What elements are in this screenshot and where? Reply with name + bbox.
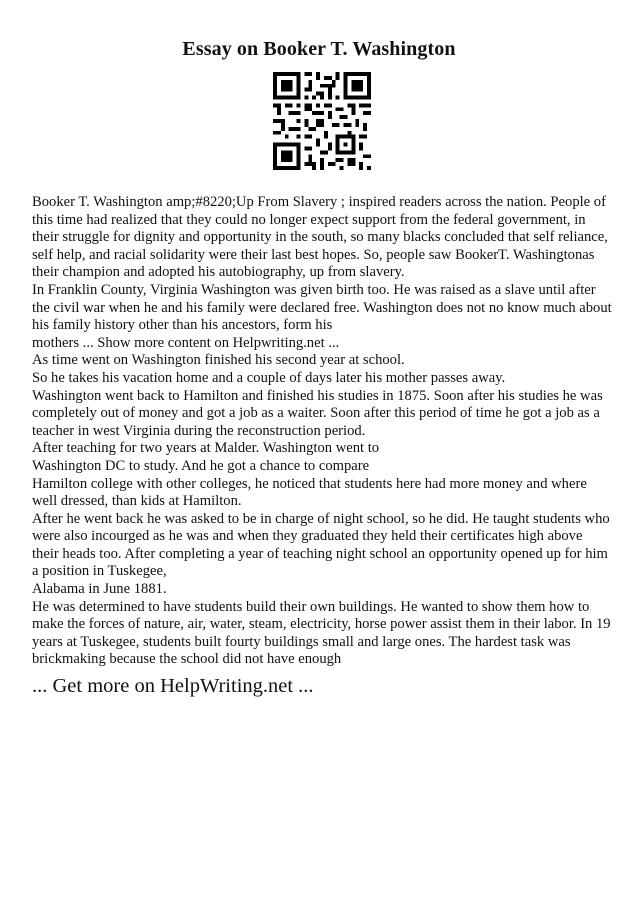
paragraph: As time went on Washington finished his second year at school.: [32, 352, 405, 369]
paragraph: After teaching for two years at Malder. Washington went to: [32, 440, 380, 457]
paragraph: Washington DC to study. And he got a chance to compare: [32, 457, 370, 474]
essay-body: [32, 194, 612, 669]
paragraph: Washington went back to Hamilton and finished his studies in 1875. Soon after his studies he was completely out of money and got a job as a waiter. Soon after this period of time he got a job as a teacher in west Virginia during the reconstruction period.: [32, 387, 603, 439]
paragraph: So he takes his vacation home and a couple of days later his mother passes away.: [32, 369, 506, 386]
paragraph: Booker T. Washington amp;#8220;Up From Slavery ; inspired readers across the nation. People of this time had realized that they could no longer expect support from the federal government, in their struggle for dignity and opportunity in the south, so many blacks concluded that self reliance, self help, and racial solidarity were their last best hopes. So, people saw BookerT. Washingtonas their champion and adopted his autobiography, up from slavery.: [32, 194, 608, 281]
document-title: Essay on Booker T. Washington: [182, 38, 456, 60]
paragraph: After he went back he was asked to be in charge of night school, so he did. He taught students who were also incourged as he was and when they graduated they held their certificates high above their heads too. After completing a year of teaching night school an opportunity opened up for him a position in Tuskegee,: [32, 510, 610, 580]
qr-code: [273, 72, 371, 170]
get-more-link[interactable]: ... Get more on HelpWriting.net ...: [32, 675, 314, 697]
paragraph: Hamilton college with other colleges, he noticed that students here had more money and where well dressed, than kids at Hamilton.: [32, 475, 587, 510]
paragraph: In Franklin County, Virginia Washington was given birth too. He was raised as a slave until after the civil war when he and his family were declared free. Washington does not no know much about his family history other than his ancestors, form his: [32, 281, 612, 334]
paragraph: Alabama in June 1881.: [32, 581, 167, 598]
paragraph: mothers ... Show more content on Helpwriting.net ...: [32, 334, 340, 351]
paragraph: He was determined to have students build their own buildings. He wanted to show them how to make the forces of nature, air, water, steam, electricity, horse power assist them in their labor. In 19 years at Tuskegee, students built fourty buildings small and large ones. The hardest task was brickmaking because the school did not have enough: [32, 598, 611, 668]
